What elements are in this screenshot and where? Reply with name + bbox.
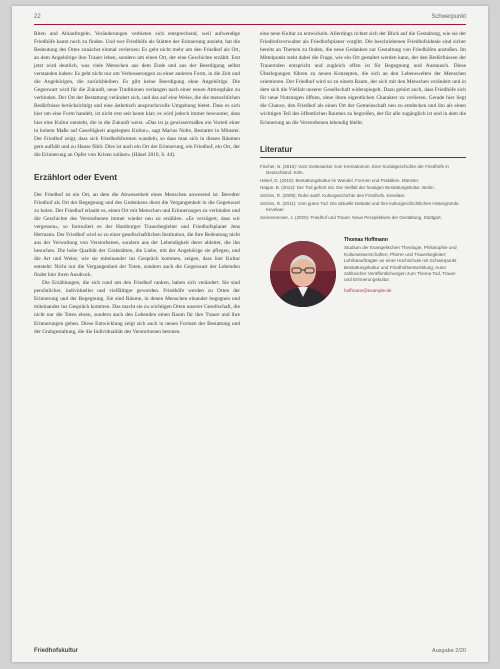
section-heading: Erzählort oder Event [34, 171, 118, 182]
literature-item: Sörries, R. (2009): Ruhe sanft. Kulturgeschichte des Friedhofs. Kevelaer. [260, 192, 406, 198]
paragraph: eine neue Kultur zu entwickeln. Allerdings richtet sich der Blick auf die Gestaltung, wie sie der Friedhofsverwalter als Friedhofsplaner vorgibt. Die beschriebenen Friedhofsideale sind sicher bereits an Themen zu finden, die neue Gedanken zur Gestaltung von Friedhöfen anstoßen. Im Mittelpunkt steht dabei die Frage, wie ein Ort gestaltet werden kann, der den Bedürfnissen der Trauernden entspricht und zugleich offen ist für Begegnung und Austausch. Diese Überlegungen führen zu neuen Konzepten, die sich an den Lebenswelten der Menschen orientieren. Der Friedhof wird so zu einem Raum, der sich mit den Menschen verändert und in dem sich die Vielfalt unserer Gesellschaft widerspiegelt. Dazu gehört auch, dass Friedhöfe sich für neue Nutzungen öffnen, ohne ihren eigentlichen Charakter zu verlieren. Gerade hier liegt die Chance, den Friedhof als einen Ort der Gemeinschaft neu zu entdecken und ihn als einen wichtigen Teil des öffentlichen Raumes zu begreifen, der für alle zugänglich ist und in dem die Erinnerung an die Verstorbenen lebendig bleibt. [260, 31, 466, 126]
header-rule [34, 24, 466, 25]
paragraph: Riten und Ablaufregeln. Veränderungen verbieten sich entsprechend, weil aufwendige Friedhöfe kaum noch zu finden. Und wer Friedhöfe als Stätten der Erinnerung ansieht, hat die Bedeutung des Ortes zunächst einmal verlernen: Es geht nicht mehr um den Friedhof als Ort, an dem Angehörige ihre Trauer leben, sondern um einen Ort, der eine Geschichte erzählt. Erst jetzt wird deutlich, was viele Menschen aus dem Ende und aus der Beerdigung selbst verstanden haben: Es geht nicht nur um Verbesserungen zu einer anderen Form, in die Zeit und die Angehörigen, die zurückbleiben. Es gibt keine Beerdigung ohne Angehörige. Die Gegenwart wird für die Zukunft, neue Traditionen verlangen nach einer neuen Atmosphäre zu verbinden. Der Ort der Bestattung verändert sich, und das auf eine Weise, die die menschlichen Bedürfnisse berücksichtigt und eine ästhetisch anspruchsvolle Umgebung bietet. Dass es sich hier um eine Form handelt, ist nicht erst seit heute klar; es wird jedoch immer bewusster, dass hier eine Kultur entsteht, die in die Zukunft weist. »Das ist ja gewissermaßen ein Vorteil einer in hohem Maße auf Geselligkeit angelegten Kultur«, sagt Marius Nolte, Bestatter in Münster. Der Friedhof zeigt, dass sich Friedhofsformen wandeln, so dass man sich in diesen Räumen gern aufhält und zu Hause fühlt. Dies ist auch ein Ort der Erinnerung, ein Friedhof, ein Ort, der die Erinnerung an Opfer von Krisen zulässt« (Hänel 2010, S. 44). [34, 31, 240, 158]
footer-issue: Ausgabe 2/20 [432, 648, 466, 654]
literature-item: Happe, B. (2012): Der Tod gehört mir. Die Vielfalt der heutigen Bestattungskultur. Berlin. [260, 185, 435, 191]
running-title: Schwerpunkt [431, 14, 466, 20]
page-number: 22 [34, 14, 41, 20]
author-info [344, 237, 464, 292]
paragraph: Die Erzählungen, die sich rund um den Friedhof ranken, haben sich verändert. Sie sind persönlicher, individueller und vielfältiger geworden. Friedhöfe werden zu Orten der Erinnerung und der Begegnung. Sie sind Räume, in denen Menschen einander begegnen und miteinander ins Gespräch kommen. Das macht sie zu wichtigen Orten unserer Gesellschaft, die nicht nur die Toten ehren, sondern auch den Lebenden einen Raum für ihre Trauer und ihre Erinnerungen geben. Diese Entwicklung zeigt sich auch in neuen Formen der Bestattung und der Grabgestaltung, die die Individualität des Verstorbenen betonen. [34, 280, 240, 335]
literature-section [260, 145, 466, 222]
document-page [12, 6, 488, 662]
literature-heading: Literatur [260, 145, 466, 158]
author-portrait-illustration [270, 241, 336, 307]
literature-item: Hänel, D. (2010): Bestattungskultur im Wandel. Formen und Praktiken. Münster. [260, 177, 420, 183]
literature-item: Fischer, N. (2016): Vom Gottesacker zum Krematorium. Eine Sozialgeschichte der Friedhöfe in Deutschland. Köln. [260, 163, 449, 176]
left-column [34, 30, 240, 336]
literature-list [260, 164, 466, 222]
footer-publication: Friedhofskultur [34, 648, 79, 654]
author-box [260, 237, 466, 387]
paragraph: Der Friedhof ist ein Ort, an dem die Abwesenheit eines Menschen anwesend ist. Beredter Friedhof als Ort der Begegnung und des Gedenkens dient die Vergangenheit in die Gegenwart zu holen. Der Friedhof erlaubt es, einen Ort mit Menschen und Erinnerungen zu verbinden und die Geschichte des Verstorbenen immer wieder neu zu erzählen. »Es verzögert, dass wir vergessen«, so formuliert es der Hamburger Trauerbegleiter und Friedhofsplaner Jens Hermann. Der Friedhof wird so zu einer gesellschaftlichen Institution, die ihre Bedeutung nicht aus der Verwaltung von Verstorbenen, sondern aus der Lebendigkeit derer ableitet, die ihn besuchen. Die hohe Qualität der Grabstätten, die Liebe, mit der Angehörige sie pflegen, und die Art und Weise, wie sie miteinander ins Gespräch kommen, zeigen, dass hier Kultur entsteht: Nicht nur die Vergangenheit der Toten, sondern auch die Gegenwart der Lebenden findet hier ihren Ausdruck. [34, 191, 240, 279]
literature-item: Sonnenmoser, J. (2020): Friedhof und Trauer. Neue Perspektiven der Gestaltung. Stuttgart. [260, 214, 442, 220]
author-photo [270, 241, 336, 307]
right-column [260, 30, 466, 387]
author-email-link[interactable]: hoffmann@example.de [344, 287, 392, 293]
literature-item: Sörries, R. (2011): Vom guten Tod. Die aktuelle Debatte und ihre kulturgeschichtlichen Hintergründe. Kevelaer. [260, 200, 460, 213]
author-name: Thomas Hoffmann [344, 237, 388, 244]
author-bio: Studium der Evangelischen Theologie, Philosophie und Kulturwissenschaften; Pfarrer und Trauerbegleiter; Lehrbeauftragter an einer Hochschule mit Schwerpunkt Bestattungskultur und Friedhofsentwicklung; Autor zahlreicher Veröffentlichungen zum Thema Tod, Trauer und Erinnerungskultur. [344, 245, 457, 283]
